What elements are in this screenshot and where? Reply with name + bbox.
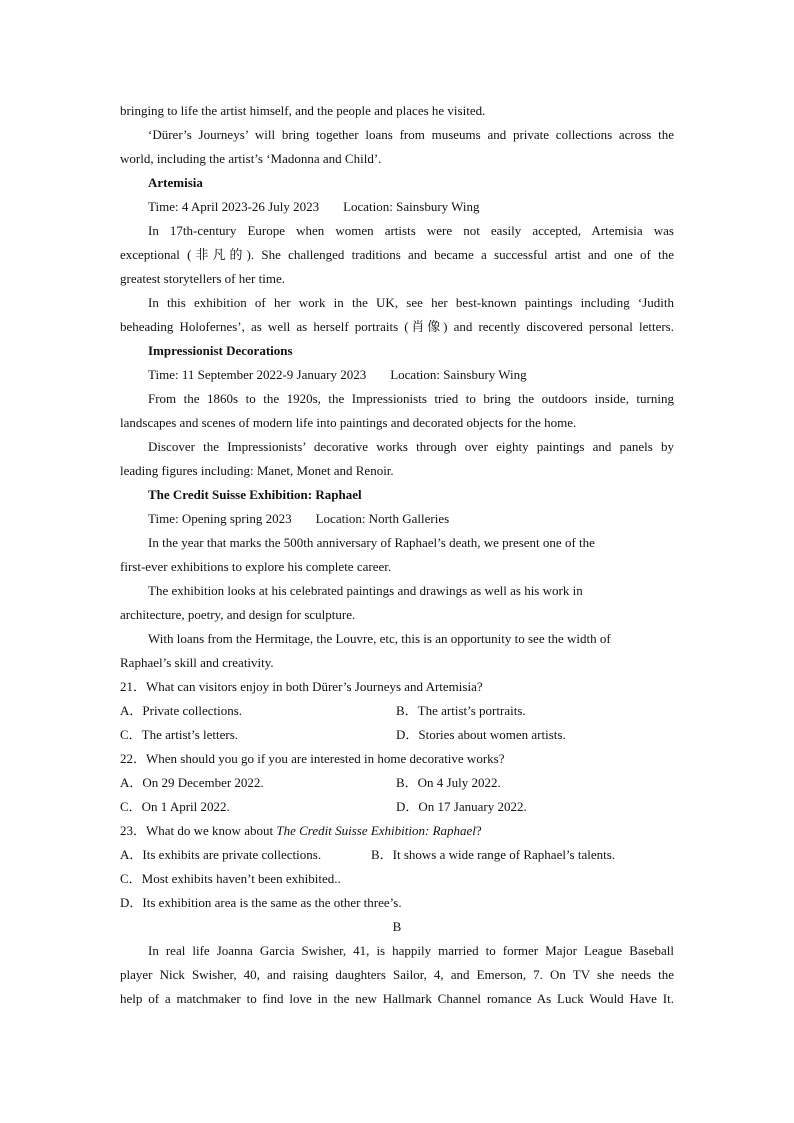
impressionist-text: Discover the Impressionists’ decorative works through over eighty paintings and panels by [148,439,674,454]
question-22-option-d: D．On 17 January 2022. [396,799,527,814]
artemisia-time: Time: 4 April 2023-26 July 2023 [148,199,320,214]
artemisia-time-location [148,199,480,215]
artemisia-text: beheading Holofernes’, as well as herself portraits (肖像) and recently discovered personal letters. [120,319,674,334]
question-23-option-a: A．Its exhibits are private collections. [120,847,322,862]
impressionist-time: Time: 11 September 2022-9 January 2023 [148,367,367,382]
impressionist-text: From the 1860s to the 1920s, the Impressionists tried to bring the outdoors inside, turning [148,391,674,406]
raphael-time: Time: Opening spring 2023 [148,511,292,526]
question-22-option-b: B．On 4 July 2022. [396,775,501,790]
artemisia-text: greatest storytellers of her time. [120,271,285,286]
section-b-text: player Nick Swisher, 40, and raising daughters Sailor, 4, and Emerson, 7. On TV she needs the [120,967,674,982]
section-b-text: In real life Joanna Garcia Swisher, 41, is happily married to former Major League Baseball [148,943,674,958]
raphael-text: In the year that marks the 500th anniversary of Raphael’s death, we present one of the [148,535,595,550]
question-23-option-c: C．Most exhibits haven’t been exhibited.. [120,871,341,886]
raphael-title: The Credit Suisse Exhibition: Raphael [148,487,362,502]
question-22-stem: 22．When should you go if you are interested in home decorative works? [120,751,505,766]
artemisia-text: exceptional (非凡的). She challenged traditions and became a successful artist and one of the [120,247,674,262]
question-23-stem-prefix: 23．What do we know about [120,823,277,838]
artemisia-text: In 17th-century Europe when women artists were not easily accepted, Artemisia was [148,223,674,238]
raphael-text: Raphael’s skill and creativity. [120,655,274,670]
impressionist-time-location [148,367,527,383]
durer-line: ‘Dürer’s Journeys’ will bring together loans from museums and private collections across the [148,127,674,142]
raphael-text: first-ever exhibitions to explore his complete career. [120,559,392,574]
artemisia-text: In this exhibition of her work in the UK, see her best-known paintings including ‘Judith [148,295,674,310]
question-21-option-d: D．Stories about women artists. [396,727,566,742]
impressionist-text: landscapes and scenes of modern life into paintings and decorated objects for the home. [120,415,577,430]
question-22-option-a: A．On 29 December 2022. [120,775,264,790]
raphael-text: The exhibition looks at his celebrated paintings and drawings as well as his work in [148,583,583,598]
impressionist-text: leading figures including: Manet, Monet and Renoir. [120,463,394,478]
impressionist-location: Location: Sainsbury Wing [390,367,527,382]
question-23-option-b: B．It shows a wide range of Raphael’s talents. [371,847,616,862]
question-23-option-d: D．Its exhibition area is the same as the other three’s. [120,895,402,910]
raphael-text: With loans from the Hermitage, the Louvre, etc, this is an opportunity to see the width of [148,631,611,646]
section-b-label: B [392,919,402,934]
question-21-option-b: B．The artist’s portraits. [396,703,526,718]
section-b-text: help of a matchmaker to find love in the new Hallmark Channel romance As Luck Would Have It. [120,991,674,1006]
durer-line: world, including the artist’s ‘Madonna and Child’. [120,151,382,166]
passage-line: bringing to life the artist himself, and the people and places he visited. [120,103,486,118]
impressionist-title: Impressionist Decorations [148,343,293,358]
raphael-text: architecture, poetry, and design for sculpture. [120,607,356,622]
raphael-location: Location: North Galleries [315,511,450,526]
question-21-stem: 21．What can visitors enjoy in both Dürer’s Journeys and Artemisia? [120,679,483,694]
question-23-stem-suffix: ? [475,823,482,838]
artemisia-location: Location: Sainsbury Wing [343,199,480,214]
question-21-option-c: C．The artist’s letters. [120,727,239,742]
raphael-time-location [148,511,449,527]
question-23-stem [120,823,482,839]
question-21-option-a: A．Private collections. [120,703,243,718]
question-22-option-c: C．On 1 April 2022. [120,799,230,814]
question-23-stem-title: The Credit Suisse Exhibition: Raphael [276,823,476,838]
artemisia-title: Artemisia [148,175,203,190]
